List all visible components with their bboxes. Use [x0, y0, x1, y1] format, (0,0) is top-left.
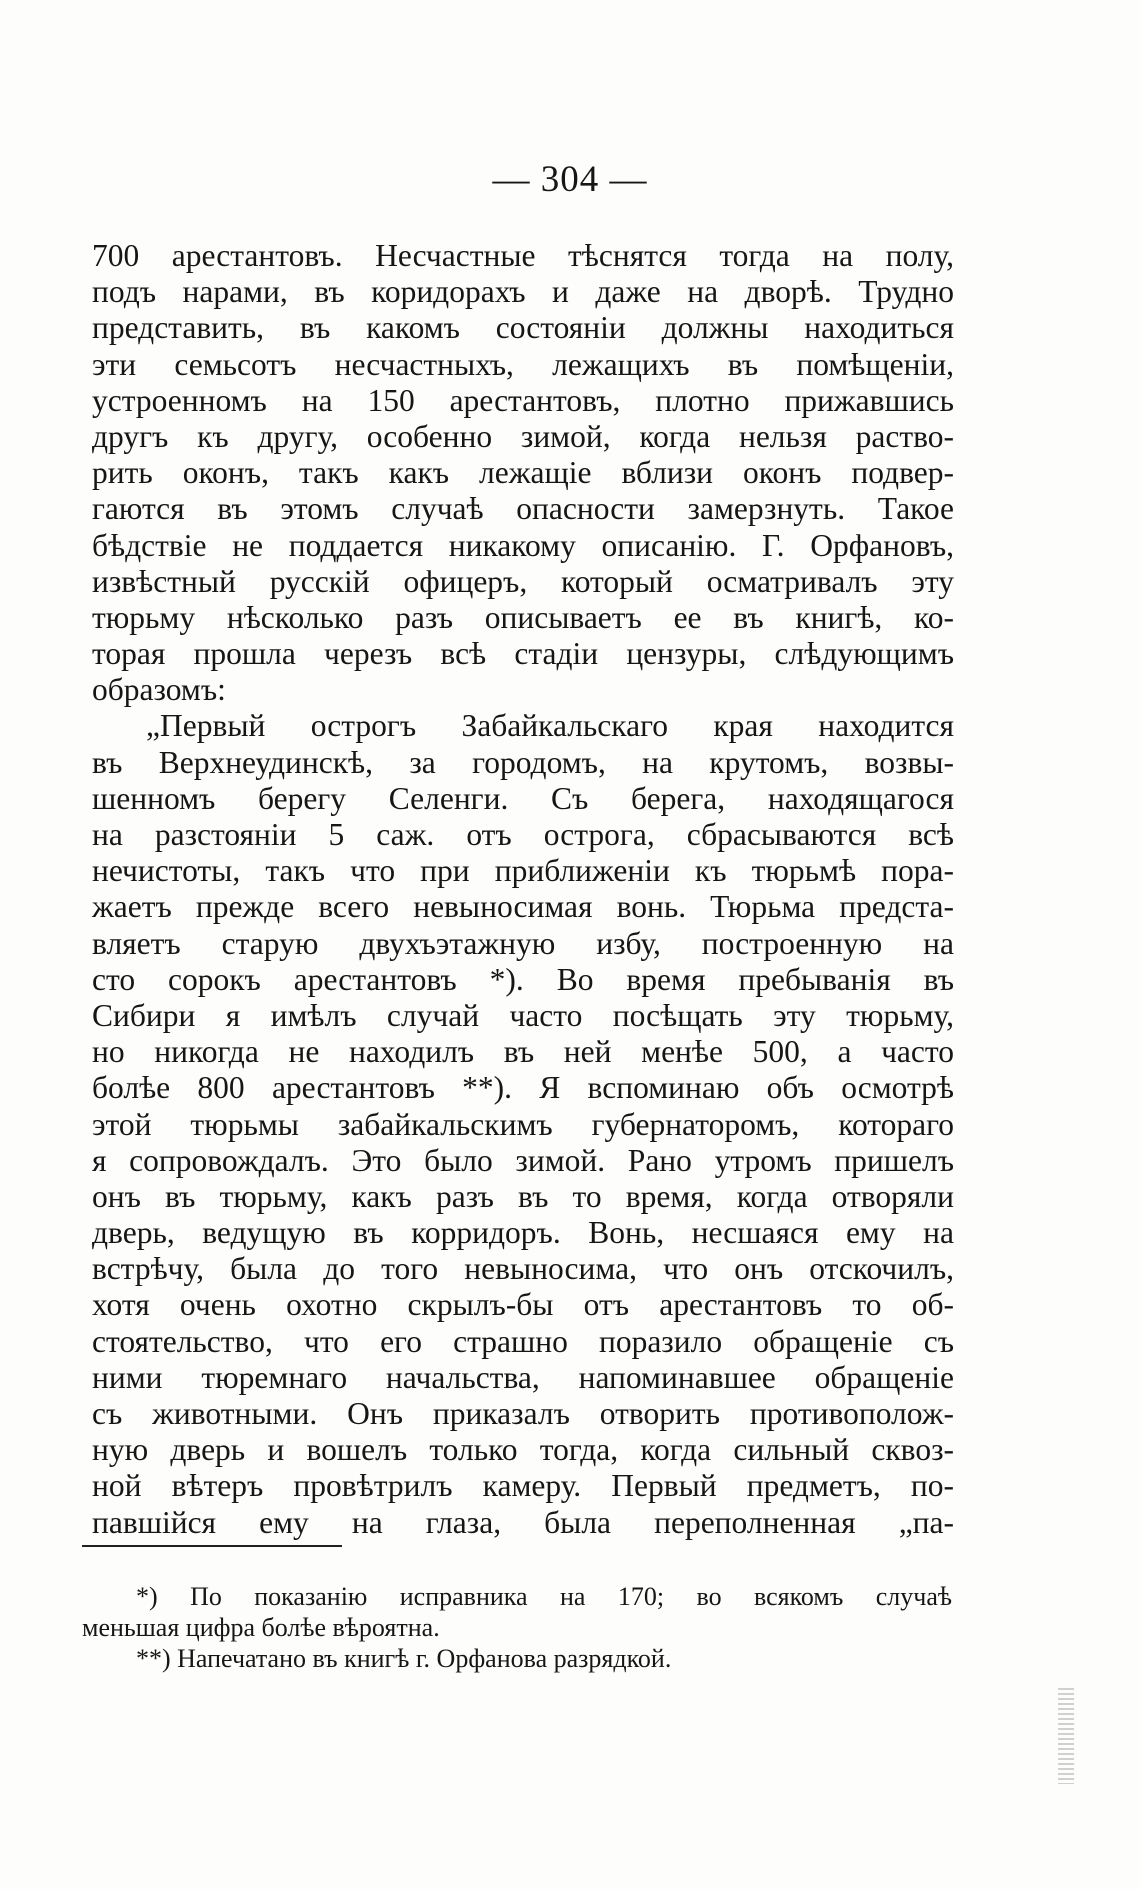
text-line: съ животными. Онъ приказалъ отворить противополож- [92, 1396, 954, 1431]
text-line: павшiйся ему на глаза, была переполненная „па- [92, 1504, 954, 1540]
text-line: Сибири я имѣлъ случай часто посѣщать эту тюрьму, [92, 997, 954, 1033]
text-line: дверь, ведущую въ корридоръ. Вонь, несшаяся ему на [92, 1215, 954, 1251]
text-line: ную дверь и вошелъ только тогда, когда сильный сквоз- [92, 1432, 954, 1468]
text-line: нечистоты, такъ что при приближенiи къ тюрьмѣ пора- [92, 853, 954, 889]
text-line: 700 арестантовъ. Несчастные тѣснятся тогда на полу, [92, 238, 954, 273]
text-line: подъ нарами, въ коридорахъ и даже на дворѣ. Трудно [92, 274, 954, 310]
text-line: жаетъ прежде всего невыносимая вонь. Тюрьма предста- [92, 889, 954, 925]
text-line: рить оконъ, такъ какъ лежащiе вблизи оконъ подвер- [92, 455, 954, 491]
text-line: образомъ: [92, 672, 226, 708]
text-line: онъ въ тюрьму, какъ разъ въ то время, когда отворяли [92, 1178, 954, 1214]
text-line: ной вѣтеръ провѣтрилъ камеру. Первый предметъ, по- [92, 1468, 954, 1504]
text-line: стоятельство, что его страшно поразило обращенiе съ [92, 1323, 954, 1359]
text-line: въ Верхнеудинскѣ, за городомъ, на крутомъ, возвы- [92, 744, 954, 780]
text-line: шенномъ берегу Селенги. Съ берега, находящагося [92, 780, 954, 816]
text-line: тюрьму нѣсколько разъ описываетъ ее въ книгѣ, ко- [92, 599, 954, 635]
text-line: гаются въ этомъ случаѣ опасности замерзнуть. Такое [92, 491, 954, 527]
text-line: торая прошла черезъ всѣ стадiи цензуры, слѣдующимъ [92, 636, 954, 672]
footnote-line: меньшая цифра болѣе вѣроятна. [82, 1613, 440, 1642]
text-line: извѣстный русскiй офицеръ, который осматривалъ эту [92, 563, 954, 599]
text-line: устроенномъ на 150 арестантовъ, плотно прижавшись [92, 382, 954, 418]
text-line: вляетъ старую двухъэтажную избу, построенную на [92, 925, 954, 961]
text-line: сто сорокъ арестантовъ *). Во время пребыванiя въ [92, 961, 954, 997]
footnote-line: **) Напечатано въ книгѣ г. Орфанова разрядкой. [136, 1644, 672, 1673]
body-text [92, 238, 954, 1541]
text-line: я сопровождалъ. Это было зимой. Рано утромъ пришелъ [92, 1142, 954, 1178]
text-line: другъ къ другу, особенно зимой, когда нельзя раство- [92, 418, 954, 454]
text-line: хотя очень охотно скрылъ-бы отъ арестантовъ то об- [92, 1287, 954, 1323]
text-line: на разстоянiи 5 саж. отъ острога, сбрасываются всѣ [92, 817, 954, 852]
text-line: ними тюремнаго начальства, напоминавшее обращенiе [92, 1359, 954, 1395]
page-edge-scan-artifact [1058, 1688, 1074, 1784]
text-line: болѣе 800 арестантовъ **). Я вспоминаю объ осмотрѣ [92, 1070, 954, 1106]
text-line: этой тюрьмы забайкальскимъ губернаторомъ, котораго [92, 1106, 954, 1142]
text-line: представить, въ какомъ состоянiи должны находиться [92, 310, 954, 346]
text-line: встрѣчу, была до того невыносима, что онъ отскочилъ, [92, 1251, 954, 1287]
text-line: эти семьсотъ несчастныхъ, лежащихъ въ помѣщенiи, [92, 346, 954, 382]
footnote-line: *) По показанiю исправника на 170; во всякомъ случаѣ [136, 1582, 952, 1611]
footnote-divider [82, 1545, 342, 1547]
footnotes [82, 1581, 952, 1674]
text-line: бѣдствiе не поддается никакому описанiю. Г. Орфановъ, [92, 527, 954, 563]
text-line: „Первый острогъ Забайкальскаго края находится [146, 708, 954, 744]
text-line: но никогда не находилъ въ ней менѣе 500, а часто [92, 1034, 954, 1070]
page-number: — 304 — [492, 159, 648, 200]
